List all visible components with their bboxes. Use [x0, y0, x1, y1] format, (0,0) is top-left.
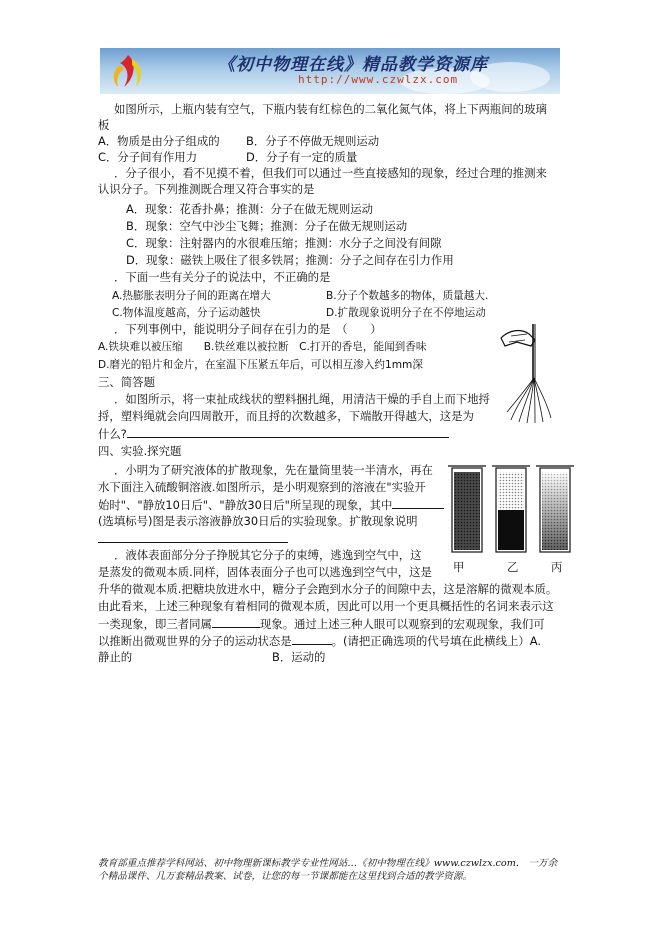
question-diffusion-line5 [98, 530, 288, 547]
option-a: 静止的 [98, 650, 133, 664]
footer-line2: 个精品课件、几万套精品教案、试卷，让您的每一节课都能在这里找到合适的教学资源。 [98, 871, 473, 882]
banner-url[interactable]: http://www.czwlzx.com [298, 73, 459, 86]
question-rope-line1: ．如图所示，将一束扯成线状的塑料捆扎绳，用清洁干燥的手自上而下地捋 [114, 392, 490, 406]
question-evap-line6-rest: 。(请把正确选项的代号填在此横线上）A. [331, 634, 541, 648]
answer-blank[interactable] [292, 632, 332, 645]
banner-title: 《初中物理在线》精品教学资源库 [218, 55, 488, 75]
option-d: D.扩散现象说明分子在不停地运动 [326, 307, 486, 319]
question-infer-line2: 认识分子。下列推测既合理又符合事实的是 [98, 182, 315, 196]
question-infer-line1: ．分子很小，看不见摸不着，但我们可以通过一些直接感知的现象，经过合理的推测来 [114, 166, 547, 180]
option-d: D.磨光的铅片和金片，在室温下压紧五年后，可以相互渗入约1mm深 [98, 359, 423, 371]
question-evap-line5-rest: 现象。通过上述三种人眼可以观察到的宏观现象，我们可 [259, 617, 545, 631]
question-evap-line6-text: 以推断出微观世界的分子的运动状态是 [98, 634, 292, 648]
question-attract-stem: ．下列事例中，能说明分子间存在引力的是 （ ） [114, 322, 382, 336]
question-diffusion-line3 [98, 496, 444, 513]
question-rope-line2: 捋，塑料绳就会向四周散开，而且捋的次数越多，下端散开得越大，这是为 [98, 409, 474, 423]
question-evap-line4: 由此看来，上述三种现象有着相同的微观本质，因此可以用一个更具概括性的名词来表示这 [98, 599, 554, 613]
question-evap-line6 [98, 632, 541, 649]
site-logo-icon [106, 51, 150, 91]
option-c: C．分子间有作用力 [98, 150, 198, 164]
question-rope-why: 什么? [98, 427, 127, 441]
tube-label: 甲 [453, 560, 465, 574]
question-diffusion-line4: (选填标号)图是表示溶液静放30日后的实验现象。扩散现象说明 [98, 514, 418, 528]
option-d: D．现象：磁铁上吸住了很多铁屑；推测：分子之间存在引力作用 [126, 253, 454, 267]
question-evap-line1: ．液体表面部分分子挣脱其它分子的束缚，逃逸到空气中，这 [114, 548, 422, 562]
question-wrong-stem: ．下面一些有关分子的说法中，不正确的是 [114, 270, 331, 284]
question-evap-line5 [98, 615, 545, 632]
answer-blank[interactable] [212, 615, 260, 628]
footer-line1: 教育部重点推荐学科网站、初中物理新课标教学专业性网站…《初中物理在线》www.czwlzx.com． 一万余 [98, 858, 558, 869]
option-b: B.分子个数越多的物体，质量越大. [326, 290, 489, 302]
question-diffusion-line3-text: 始时"、"静放10日后"、"静放30日后"所呈现的现象，其中 [98, 498, 393, 512]
option-d: D．分子有一定的质量 [246, 150, 358, 164]
question-evap-line3: 升华的微观本质.把糖块放进水中，糖分子会跑到水分子的间隙中去，这是溶解的微观本质。 [98, 582, 558, 596]
option-b: B．运动的 [272, 650, 326, 664]
option-b: B．现象：空气中沙尘飞舞；推测：分子在做无规则运动 [126, 219, 408, 233]
question-intro-line1: 如图所示，上瓶内装有空气，下瓶内装有红棕色的二氧化氮气体，将上下两瓶间的玻璃 [114, 102, 547, 116]
question-evap-line5-text: 一类现象，即三者同属 [98, 617, 212, 631]
question-diffusion-line2: 水下面注入硫酸铜溶液.如图所示，是小明观察到的溶液在"实验开 [98, 480, 426, 494]
section-heading: 三、简答题 [98, 375, 155, 389]
question-intro-line2: 板 [98, 118, 110, 132]
options-a-to-c: A.铁块难以被压缩 B.铁丝难以被拉断 C.打开的香皂，能闻到香味 [98, 341, 427, 353]
section-heading: 四、实验.探究题 [98, 444, 182, 458]
option-b: B．分子不停做无规则运动 [246, 134, 380, 148]
page-footer [98, 857, 568, 883]
answer-blank[interactable] [392, 496, 444, 509]
option-c: C．现象：注射器内的水很难压缩；推测：水分子之间没有间隙 [126, 236, 442, 250]
answer-blank[interactable] [127, 425, 449, 438]
answer-blank[interactable] [98, 530, 288, 543]
question-evap-line2: 是蒸发的微观本质.同样，固体表面分子也可以逃逸到空气中，这是 [98, 565, 432, 579]
question-rope-line3 [98, 425, 449, 442]
site-banner [100, 48, 560, 94]
option-c: C.物体温度越高，分子运动越快 [112, 307, 261, 319]
option-a: A．物质是由分子组成的 [98, 134, 220, 148]
plastic-rope-figure [497, 320, 557, 425]
option-a: A．现象：花香扑鼻；推测：分子在做无规则运动 [126, 202, 373, 216]
tube-label: 丙 [551, 560, 563, 574]
option-a: A.热膨胀表明分子间的距离在增大 [112, 290, 271, 302]
question-diffusion-line1: ．小明为了研究液体的扩散现象，先在量筒里装一半清水，再在 [114, 463, 433, 477]
tube-label: 乙 [507, 560, 519, 574]
